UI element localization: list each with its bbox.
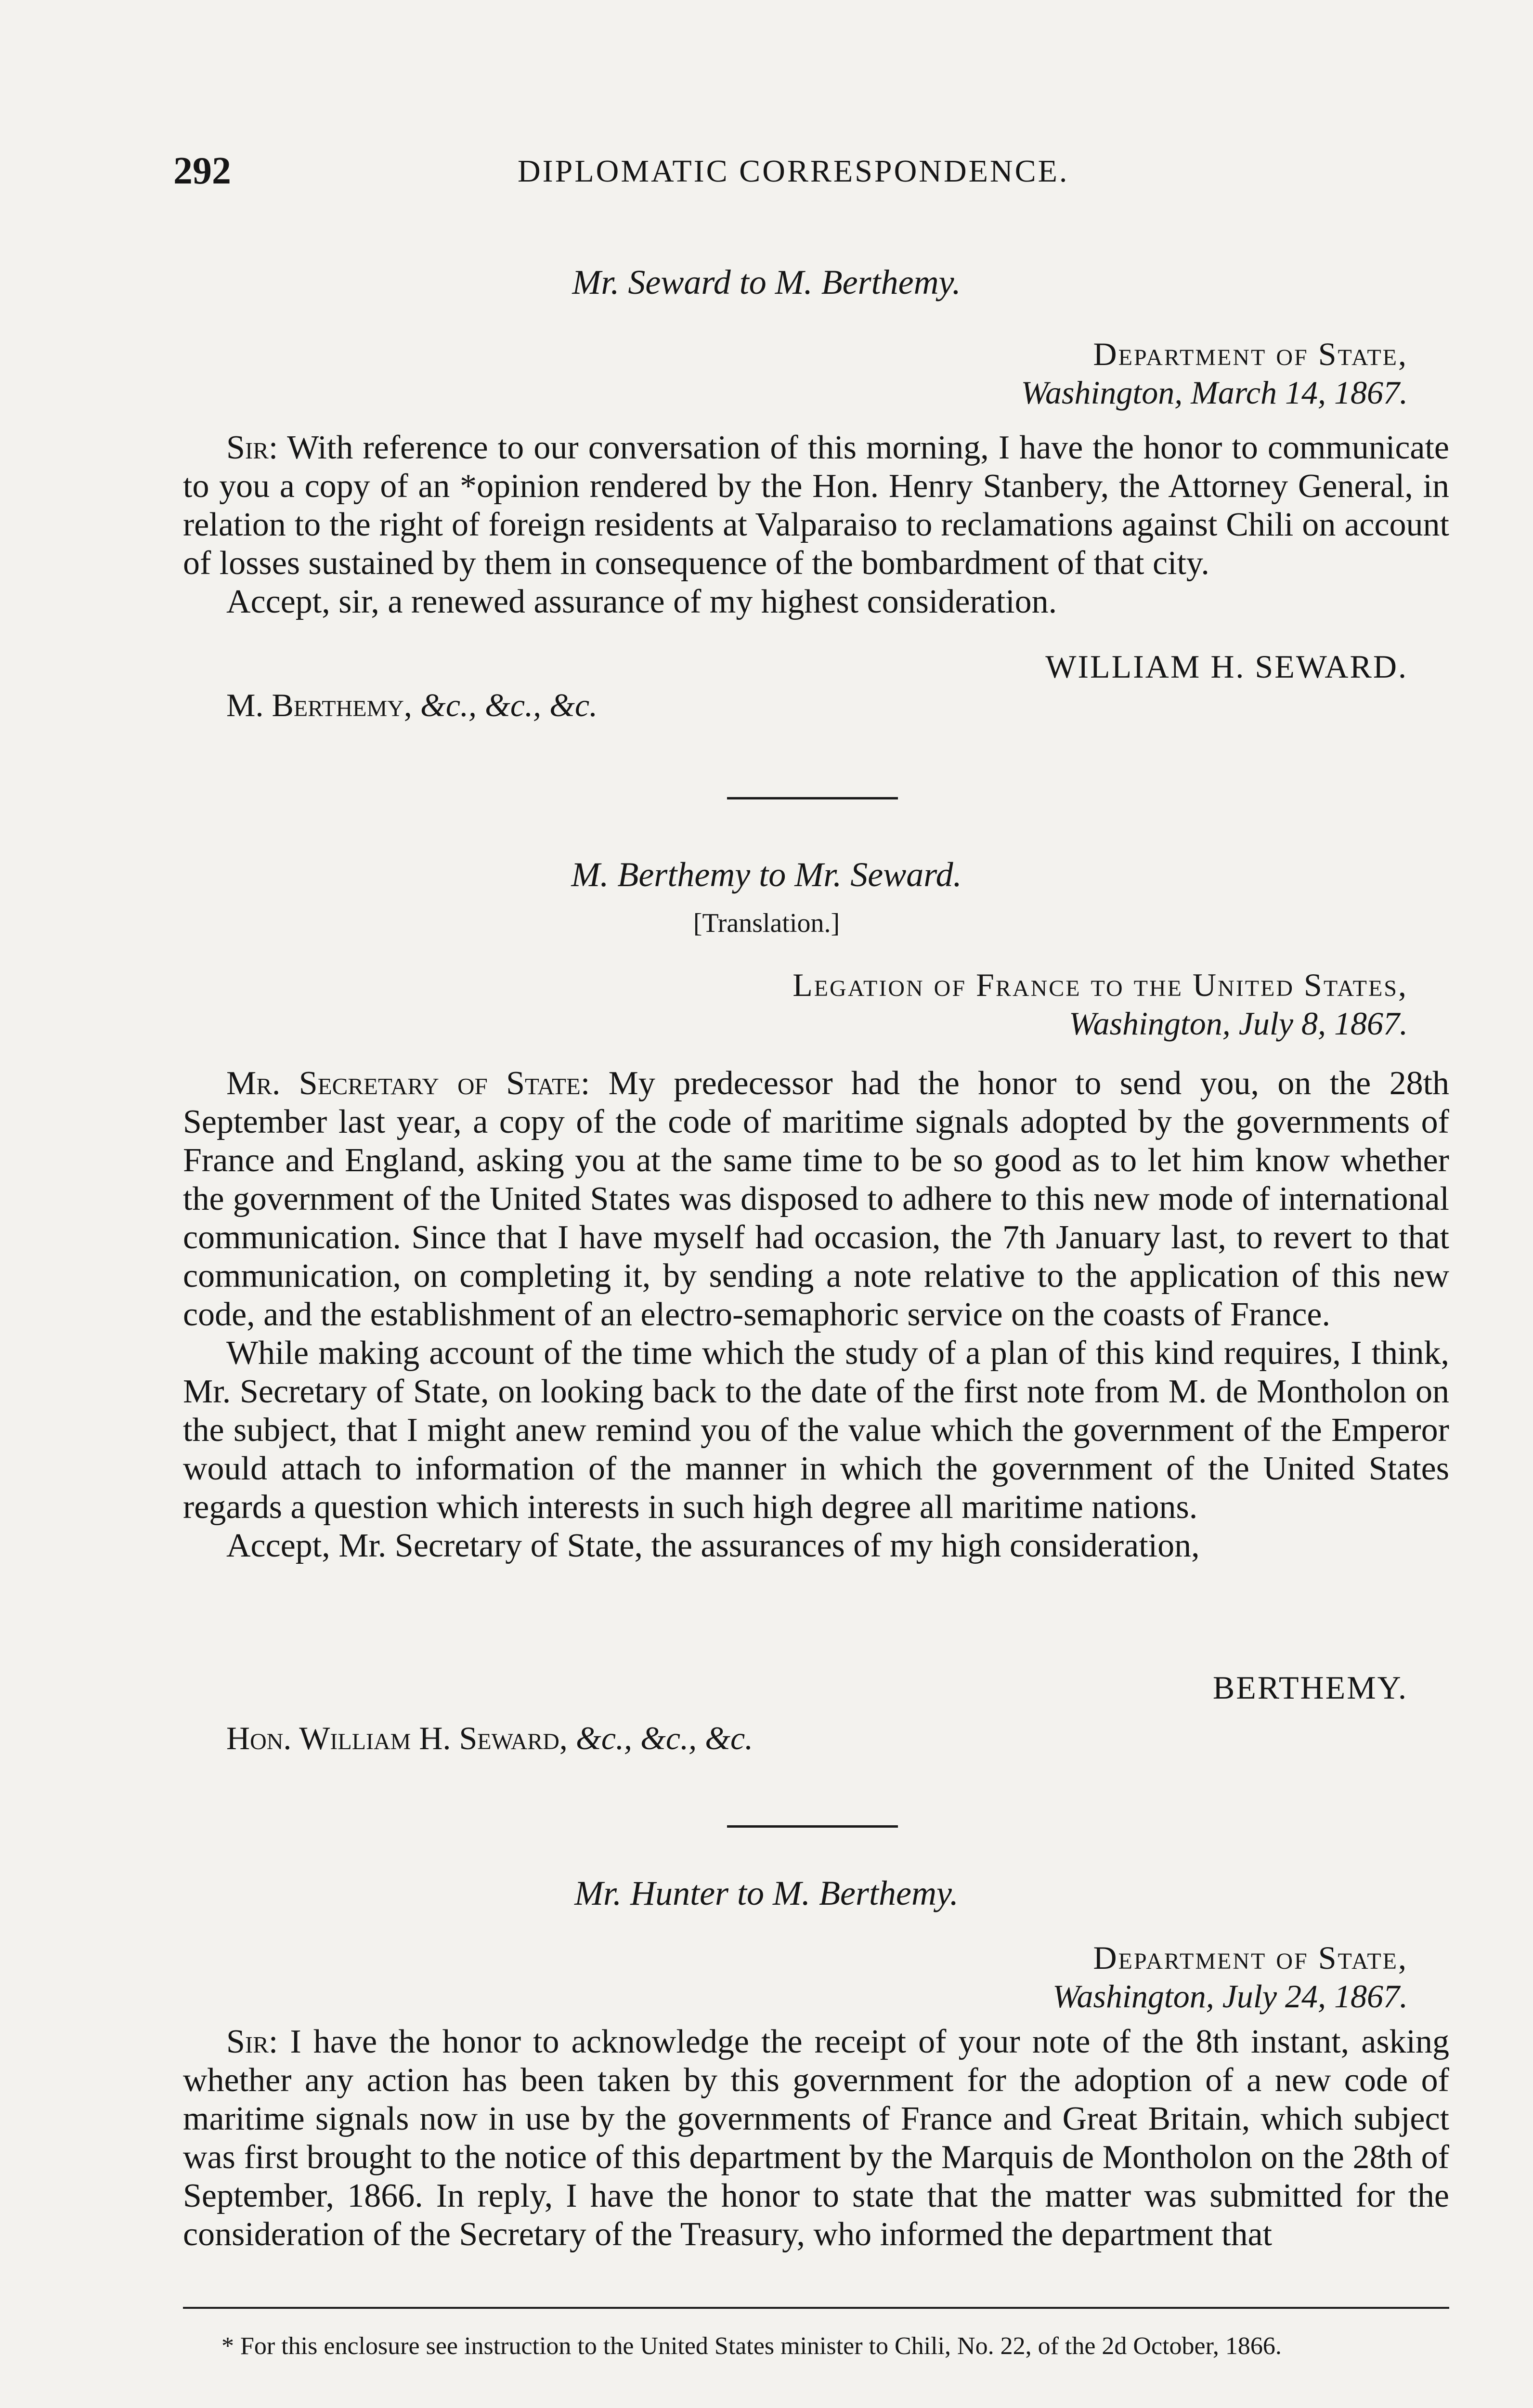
letter-3-heading: Mr. Hunter to M. Berthemy. [574, 1874, 959, 1912]
letter-2-addressee-etc: &c., &c., &c. [575, 1720, 754, 1756]
letter-1-salutation: Sir: [226, 429, 278, 466]
letter-2-addressee-name: Hon. William H. Seward, [226, 1720, 568, 1756]
section-divider [727, 1825, 898, 1828]
running-head [173, 149, 1446, 202]
letter-1-heading: Mr. Seward to M. Berthemy. [572, 263, 961, 301]
translation-note: [Translation.] [693, 908, 840, 938]
letter-1-body [183, 429, 1449, 621]
letter-1-signature: WILLIAM H. SEWARD. [1045, 648, 1408, 685]
letter-1-place-date: Washington, March 14, 1867. [1021, 374, 1408, 411]
letter-2-addressee [226, 1719, 753, 1757]
letter-2-dateline [792, 966, 1408, 1043]
letter-2-office: Legation of France to the United States, [792, 967, 1408, 1003]
letter-3-salutation: Sir: [226, 2023, 278, 2060]
letter-1-closing: Accept, sir, a renewed assurance of my highest consideration. [226, 583, 1057, 620]
letter-2-closing: Accept, Mr. Secretary of State, the assurances of my high consideration, [226, 1527, 1200, 1564]
letter-1-addressee [226, 686, 598, 724]
letter-3-body [183, 2023, 1449, 2254]
page-number: 292 [173, 150, 231, 192]
letter-3-dateline [1052, 1938, 1408, 2015]
letter-1-office: Department of State, [1093, 336, 1408, 372]
letter-3-place-date: Washington, July 24, 1867. [1052, 1978, 1408, 2015]
header-title: DIPLOMATIC CORRESPONDENCE. [518, 154, 1069, 189]
footnote-rule [183, 2307, 1449, 2309]
letter-2-body [183, 1064, 1449, 1565]
letter-1-addressee-etc: &c., &c., &c. [420, 687, 598, 723]
letter-2-signature: BERTHEMY. [1212, 1669, 1408, 1706]
letter-2-salutation: Mr. Secretary of State: [226, 1065, 590, 1102]
footnote: * For this enclosure see instruction to the United States minister to Chili, No. 22, of the 2d October, 1866. [221, 2332, 1282, 2360]
letter-3-office: Department of State, [1093, 1939, 1408, 1976]
letter-2-place-date: Washington, July 8, 1867. [1069, 1005, 1408, 1042]
letter-2-heading: M. Berthemy to Mr. Seward. [571, 855, 962, 894]
letter-2-paragraph: While making account of the time which the study of a plan of this kind requires, I think, Mr. Secretary of State, on looking back to the date of the first note from M. de Montholon on the subject, that I might anew remind you of the value which the government of the Emperor would attach to information of the manner in which the government of the United States regards a question which interests in such high degree all maritime nations. [183, 1335, 1449, 1526]
letter-1-addressee-name: M. Berthemy, [226, 687, 412, 723]
letter-1-paragraph: Sir: With reference to our conversation of this morning, I have the honor to communicate to you a copy of an *opinion rendered by the Hon. Henry Stanbery, the Attorney General, in relation to the right of foreign residents at Valparaiso to reclamations against Chili on account of losses sustained by them in consequence of the bombardment of that city. [183, 429, 1449, 582]
letter-2-paragraph: Mr. Secretary of State: My predecessor had the honor to send you, on the 28th September last year, a copy of the code of maritime signals adopted by the governments of France and England, asking you at the same time to be so good as to let him know whether the government of the United States was disposed to adhere to this new mode of international communication. Since that I have myself had occasion, the 7th January last, to revert to that communication, on completing it, by sending a note relative to the application of this new code, and the establishment of an electro-semaphoric service on the coasts of France. [183, 1065, 1450, 1333]
letter-1-dateline [1021, 335, 1408, 412]
section-divider [727, 797, 898, 799]
letter-3-paragraph: Sir: I have the honor to acknowledge the receipt of your note of the 8th instant, asking whether any action has been taken by this government for the adoption of a new code of maritime signals now in use by the governments of France and Great Britain, which subject was first brought to the notice of this department by the Marquis de Montholon on the 28th of September, 1866. In reply, I have the honor to state that the matter was submitted for the consideration of the Secretary of the Treasury, who informed the department that [183, 2023, 1450, 2253]
